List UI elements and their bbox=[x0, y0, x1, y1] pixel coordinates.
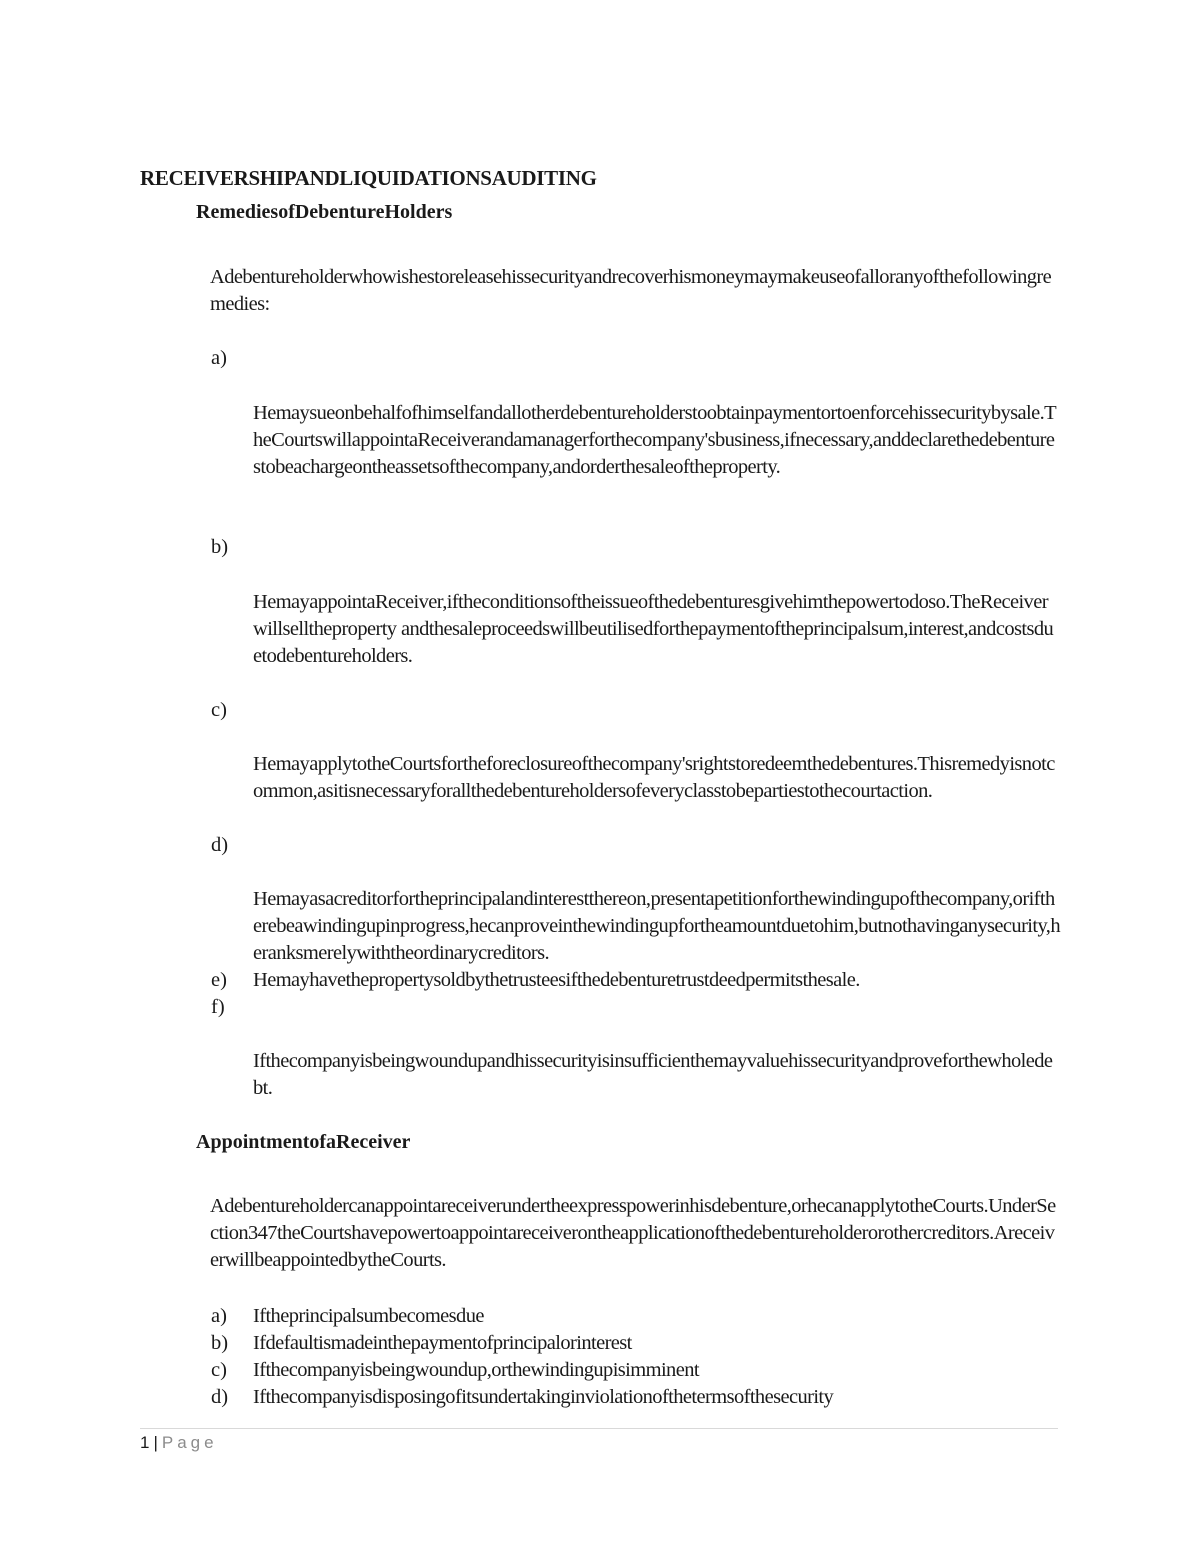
list-marker: a) bbox=[211, 347, 227, 369]
list-item-text: Ifthecompanyisbeingwoundupandhissecurityisinsufficienthemayvaluehissecurityandproveforthewholedebt. bbox=[253, 1050, 1053, 1099]
remedies-intro-paragraph: Adebentureholderwhowishestoreleasehissecurityandrecoverhismoneymaymakeuseofalloranyofthefollowingremedies: bbox=[210, 266, 1052, 315]
list-marker: f) bbox=[211, 996, 225, 1018]
footer-divider bbox=[140, 1428, 1058, 1429]
list-marker: e) bbox=[211, 969, 227, 991]
list-item-text: Iftheprincipalsumbecomesdue bbox=[253, 1305, 484, 1327]
page-label: Page bbox=[161, 1433, 218, 1452]
list-item-text: HemayapplytotheCourtsfortheforeclosureofthecompany'srightstoredeemthedebentures.Thisremedyisnotcommon,asitisnecessaryforallthedebentureholdersofeveryclasstobepartiestothecourtaction. bbox=[253, 753, 1055, 802]
list-item-text: Hemayasacreditorfortheprincipalandinterestthereon,presentapetitionforthewindingupofthecompany,oriftherebeawindingupinprogress,hecanproveinthewindingupfortheamountduetohim,butnothavinganysecurity,heranksmerelywiththeordinarycreditors. bbox=[253, 888, 1060, 964]
list-marker: c) bbox=[211, 1359, 227, 1381]
list-item-text: HemayappointaReceiver,iftheconditionsoftheissueofthedebenturesgivehimthepowertodoso.TheReceiverwillselltheproperty andthesaleproceedswillbeutilisedforthepaymentoftheprincipalsum,interest,andcostsduetodebentureholders. bbox=[253, 591, 1054, 667]
section-heading-remedies: RemediesofDebentureHolders bbox=[196, 201, 453, 223]
list-marker: b) bbox=[211, 1332, 229, 1354]
document-title: RECEIVERSHIPANDLIQUIDATIONSAUDITING bbox=[140, 166, 597, 190]
section-heading-appointment: AppointmentofaReceiver bbox=[196, 1131, 411, 1153]
list-marker: d) bbox=[211, 834, 229, 856]
page-footer bbox=[140, 1433, 218, 1453]
page-number: 1 bbox=[140, 1433, 150, 1452]
list-item-text: Ifdefaultismadeinthepaymentofprincipalorinterest bbox=[253, 1332, 632, 1354]
list-marker: a) bbox=[211, 1305, 227, 1327]
list-item-text: Hemayhavethepropertysoldbythetrusteesifthedebenturetrustdeedpermitsthesale. bbox=[253, 969, 860, 991]
list-item-text: Ifthecompanyisbeingwoundup,orthewindingupisimminent bbox=[253, 1359, 699, 1381]
appointment-intro-paragraph: Adebentureholdercanappointareceiverundertheexpresspowerinhisdebenture,orhecanapplytotheCourts.UnderSection347theCourtshavepowertoappointareceiverontheapplicationofthedebentureholderorothercreditors.AreceiverwillbeappointedbytheCourts. bbox=[210, 1195, 1056, 1271]
list-item-text: Ifthecompanyisdisposingofitsundertakinginviolationofthetermsofthesecurity bbox=[253, 1386, 834, 1408]
list-item-text: Hemaysueonbehalfofhimselfandallotherdebentureholderstoobtainpaymentortoenforcehissecuritybysale.TheCourtswillappointaReceiverandamanagerforthecompany'sbusiness,ifnecessary,anddeclarethedebenturestobeachargeontheassetsofthecompany,andorderthesaleoftheproperty. bbox=[253, 402, 1057, 478]
list-marker: c) bbox=[211, 699, 227, 721]
list-marker: b) bbox=[211, 536, 229, 558]
list-marker: d) bbox=[211, 1386, 229, 1408]
footer-separator: | bbox=[153, 1433, 158, 1452]
